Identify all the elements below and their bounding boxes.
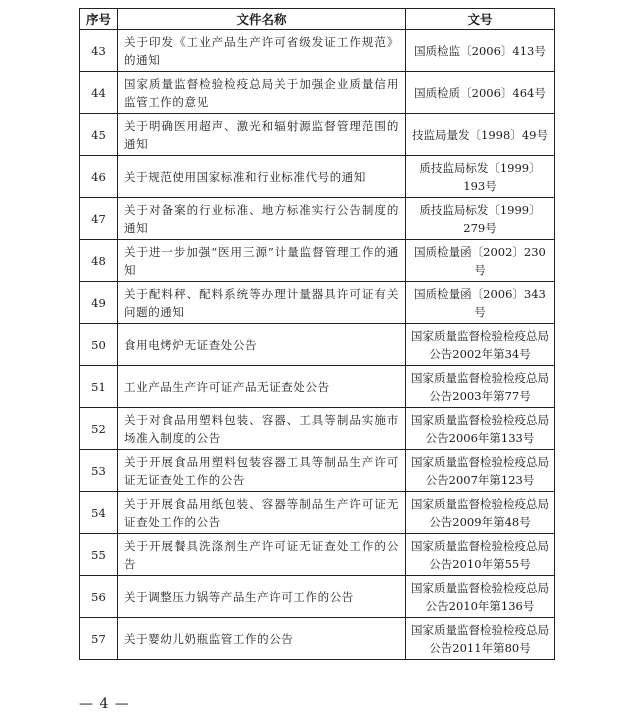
document-code: 国家质量监督检验检疫总局公告2010年第136号 bbox=[406, 576, 555, 618]
header-name: 文件名称 bbox=[118, 9, 406, 30]
header-num: 序号 bbox=[80, 9, 118, 30]
document-code: 国家质量监督检验检疫总局公告2003年第77号 bbox=[406, 366, 555, 408]
document-code: 国家质量监督检验检疫总局公告2011年第80号 bbox=[406, 618, 555, 660]
row-number: 46 bbox=[80, 156, 118, 198]
table-header bbox=[80, 9, 555, 30]
table-row bbox=[80, 534, 555, 576]
header-code: 文号 bbox=[406, 9, 555, 30]
row-number: 55 bbox=[80, 534, 118, 576]
table-body bbox=[80, 30, 555, 660]
row-number: 49 bbox=[80, 282, 118, 324]
document-code: 国家质量监督检验检疫总局公告2002年第34号 bbox=[406, 324, 555, 366]
row-number: 54 bbox=[80, 492, 118, 534]
row-number: 57 bbox=[80, 618, 118, 660]
document-name: 关于开展食品用纸包装、容器等制品生产许可证无证查处工作的公告 bbox=[118, 492, 406, 534]
document-name: 关于婴幼儿奶瓶监管工作的公告 bbox=[118, 618, 406, 660]
document-table bbox=[79, 8, 555, 660]
table-row bbox=[80, 156, 555, 198]
document-name: 关于对备案的行业标准、地方标准实行公告制度的通知 bbox=[118, 198, 406, 240]
row-number: 51 bbox=[80, 366, 118, 408]
document-code: 国质检质〔2006〕464号 bbox=[406, 72, 555, 114]
row-number: 43 bbox=[80, 30, 118, 72]
document-code: 质技监局标发〔1999〕279号 bbox=[406, 198, 555, 240]
table-row bbox=[80, 408, 555, 450]
table-row bbox=[80, 324, 555, 366]
document-name: 关于对食品用塑料包装、容器、工具等制品实施市场准入制度的公告 bbox=[118, 408, 406, 450]
document-code: 国家质量监督检验检疫总局公告2007年第123号 bbox=[406, 450, 555, 492]
table-row bbox=[80, 576, 555, 618]
document-name: 关于进一步加强“医用三源”计量监督管理工作的通知 bbox=[118, 240, 406, 282]
document-name: 国家质量监督检验检疫总局关于加强企业质量信用监管工作的意见 bbox=[118, 72, 406, 114]
table-row bbox=[80, 30, 555, 72]
row-number: 44 bbox=[80, 72, 118, 114]
table-row bbox=[80, 366, 555, 408]
document-name: 工业产品生产许可证产品无证查处公告 bbox=[118, 366, 406, 408]
document-code: 国家质量监督检验检疫总局公告2010年第55号 bbox=[406, 534, 555, 576]
document-code: 国质检监〔2006〕413号 bbox=[406, 30, 555, 72]
row-number: 45 bbox=[80, 114, 118, 156]
document-code: 国家质量监督检验检疫总局公告2006年第133号 bbox=[406, 408, 555, 450]
table-row bbox=[80, 492, 555, 534]
document-code: 国质检量函〔2006〕343号 bbox=[406, 282, 555, 324]
page-number: — 4 — bbox=[79, 696, 130, 712]
document-name: 关于开展餐具洗涤剂生产许可证无证查处工作的公告 bbox=[118, 534, 406, 576]
document-name: 关于明确医用超声、激光和辐射源监督管理范围的通知 bbox=[118, 114, 406, 156]
table-row bbox=[80, 282, 555, 324]
document-name: 关于调整压力锅等产品生产许可工作的公告 bbox=[118, 576, 406, 618]
table-row bbox=[80, 240, 555, 282]
row-number: 52 bbox=[80, 408, 118, 450]
row-number: 56 bbox=[80, 576, 118, 618]
document-name: 关于配料秤、配料系统等办理计量器具许可证有关问题的通知 bbox=[118, 282, 406, 324]
document-name: 关于印发《工业产品生产许可省级发证工作规范》的通知 bbox=[118, 30, 406, 72]
document-code: 技监局量发〔1998〕49号 bbox=[406, 114, 555, 156]
table-row bbox=[80, 198, 555, 240]
document-name: 关于开展食品用塑料包装容器工具等制品生产许可证无证查处工作的公告 bbox=[118, 450, 406, 492]
row-number: 47 bbox=[80, 198, 118, 240]
document-code: 国家质量监督检验检疫总局公告2009年第48号 bbox=[406, 492, 555, 534]
table-row bbox=[80, 114, 555, 156]
document-code: 质技监局标发〔1999〕193号 bbox=[406, 156, 555, 198]
document-name: 关于规范使用国家标准和行业标准代号的通知 bbox=[118, 156, 406, 198]
document-name: 食用电烤炉无证查处公告 bbox=[118, 324, 406, 366]
header-row bbox=[80, 9, 555, 30]
table-row bbox=[80, 450, 555, 492]
row-number: 53 bbox=[80, 450, 118, 492]
table-row bbox=[80, 618, 555, 660]
table-row bbox=[80, 72, 555, 114]
row-number: 48 bbox=[80, 240, 118, 282]
row-number: 50 bbox=[80, 324, 118, 366]
document-code: 国质检量函〔2002〕230号 bbox=[406, 240, 555, 282]
